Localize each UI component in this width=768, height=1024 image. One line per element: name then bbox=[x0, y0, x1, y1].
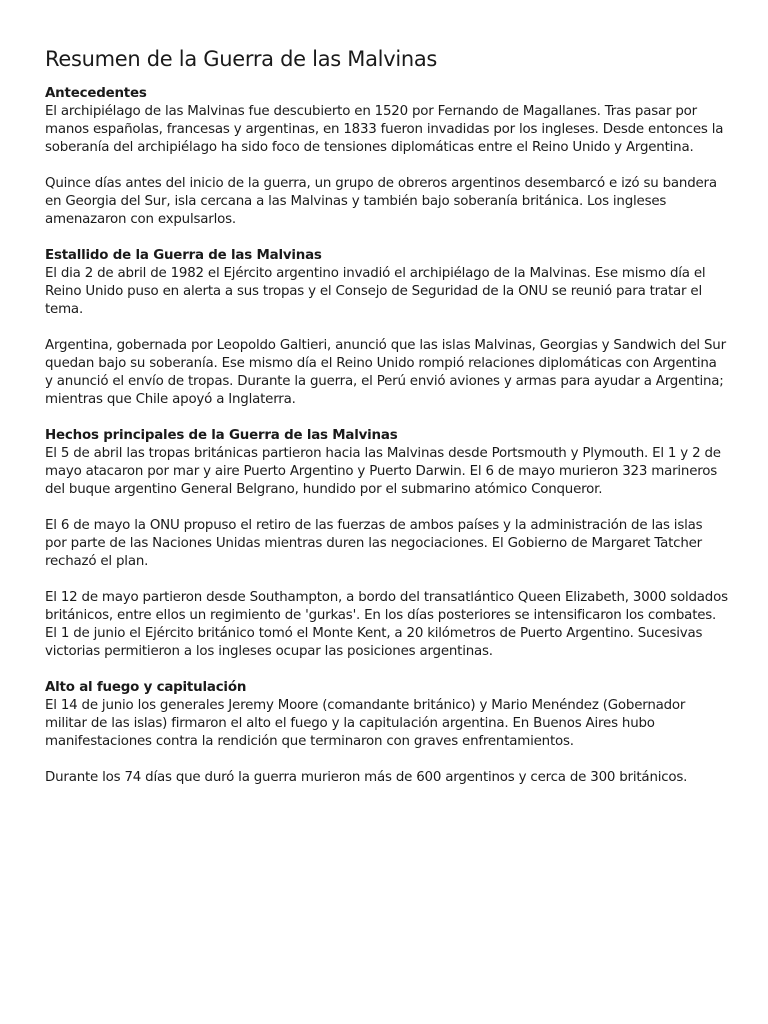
paragraph: El 14 de junio los generales Jeremy Moore (comandante británico) y Mario Menéndez (Gobernador militar de las islas) firmaron el alto el fuego y la capitulación argentina. En Buenos Aires hubo manifestaciones contra la rendición que terminaron con graves enfrentamientos. bbox=[45, 698, 686, 749]
section-heading: Estallido de la Guerra de las Malvinas bbox=[45, 248, 322, 263]
paragraph: Quince días antes del inicio de la guerra, un grupo de obreros argentinos desembarcó e izó su bandera en Georgia del Sur, isla cercana a las Malvinas y también bajo soberanía británica. Los ingleses amenazaron con expulsarlos. bbox=[45, 176, 717, 227]
document-title: Resumen de la Guerra de las Malvinas bbox=[45, 47, 438, 71]
paragraph: El 5 de abril las tropas británicas partieron hacia las Malvinas desde Portsmouth y Plymouth. El 1 y 2 de mayo atacaron por mar y aire Puerto Argentino y Puerto Darwin. El 6 de mayo murieron 323 marineros del buque argentino General Belgrano, hundido por el submarino atómico Conqueror. bbox=[45, 446, 721, 497]
section-heading: Antecedentes bbox=[45, 86, 147, 101]
paragraph: El archipiélago de las Malvinas fue descubierto en 1520 por Fernando de Magallanes. Tras pasar por manos españolas, francesas y argentinas, en 1833 fueron invadidas por los ingleses. Desde entonces la soberanía del archipiélago ha sido foco de tensiones diplomáticas entre el Reino Unido y Argentina. bbox=[45, 104, 724, 155]
paragraph: El 6 de mayo la ONU propuso el retiro de las fuerzas de ambos países y la administración de las islas por parte de las Naciones Unidas mientras duren las negociaciones. El Gobierno de Margaret Tatcher rechazó el plan. bbox=[45, 518, 703, 569]
section-alto-al-fuego bbox=[45, 679, 728, 787]
paragraph: Durante los 74 días que duró la guerra murieron más de 600 argentinos y cerca de 300 británicos. bbox=[45, 770, 688, 785]
paragraph: El dia 2 de abril de 1982 el Ejército argentino invadió el archipiélago de la Malvinas. Ese mismo día el Reino Unido puso en alerta a sus tropas y el Consejo de Seguridad de la ONU se reunió para tratar el tema. bbox=[45, 266, 706, 317]
section-estallido bbox=[45, 247, 728, 409]
section-antecedentes bbox=[45, 85, 728, 229]
section-heading: Alto al fuego y capitulación bbox=[45, 680, 247, 695]
paragraph: El 12 de mayo partieron desde Southampton, a bordo del transatlántico Queen Elizabeth, 3000 soldados británicos, entre ellos un regimiento de 'gurkas'. En los días posteriores se intensificaron los combates. El 1 de junio el Ejército británico tomó el Monte Kent, a 20 kilómetros de Puerto Argentino. Sucesivas victorias permitieron a los ingleses ocupar las posiciones argentinas. bbox=[45, 590, 728, 659]
section-hechos-principales bbox=[45, 427, 728, 661]
section-heading: Hechos principales de la Guerra de las Malvinas bbox=[45, 428, 398, 443]
paragraph: Argentina, gobernada por Leopoldo Galtieri, anunció que las islas Malvinas, Georgias y Sandwich del Sur quedan bajo su soberanía. Ese mismo día el Reino Unido rompió relaciones diplomáticas con Argentina y anunció el envío de tropas. Durante la guerra, el Perú envió aviones y armas para ayudar a Argentina; mientras que Chile apoyó a Inglaterra. bbox=[45, 338, 726, 407]
